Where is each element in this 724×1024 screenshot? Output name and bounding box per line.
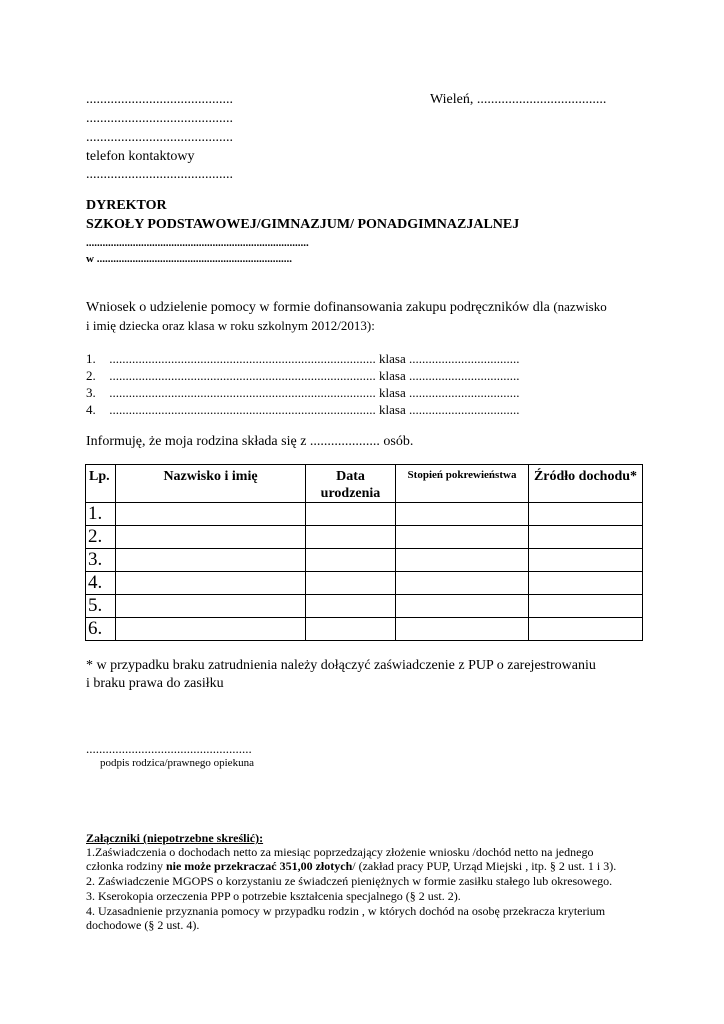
table-row	[86, 549, 643, 572]
row-number: 2.	[86, 526, 116, 549]
request-note-b: i imię dziecka oraz klasa w roku szkolnym 2012/2013):	[86, 318, 375, 333]
sender-line-1: ..........................................	[86, 92, 233, 107]
child-klasa: klasa ..................................	[379, 351, 520, 366]
attachment-income-limit: nie może przekraczać 351,00 złotych	[165, 859, 353, 873]
relation-cell[interactable]	[396, 526, 529, 549]
phone-label: telefon kontaktowy	[86, 149, 195, 164]
phone-line: ..........................................	[86, 167, 233, 182]
header-relation: Stopień pokrewieństwa	[396, 465, 529, 503]
table-row	[86, 572, 643, 595]
name-cell[interactable]	[116, 526, 306, 549]
name-cell[interactable]	[116, 503, 306, 526]
child-row-4	[86, 402, 519, 418]
attachment-item-1b-post: / (zakład pracy PUP, Urząd Miejski , itp. § 2 ust. 1 i 3).	[352, 859, 617, 873]
addressee-line-3: .................................................................................	[86, 237, 309, 249]
income-cell[interactable]	[529, 595, 643, 618]
header-birthdate: Data urodzenia	[306, 465, 396, 503]
child-klasa: klasa ..................................	[379, 402, 520, 417]
name-cell[interactable]	[116, 572, 306, 595]
row-number: 3.	[86, 549, 116, 572]
child-klasa: klasa ..................................	[379, 385, 520, 400]
child-num: 1.	[86, 351, 96, 366]
family-intro: Informuję, że moja rodzina składa się z .................... osób.	[86, 434, 414, 449]
birthdate-cell[interactable]	[306, 526, 396, 549]
attachment-item-2: 2. Zaświadczenie MGOPS o korzystaniu ze świadczeń pieniężnych w formie zasiłku stałego lub okresowego.	[86, 874, 613, 888]
place-date: Wieleń, .....................................	[430, 92, 607, 107]
attachment-item-1b-pre: członka rodziny	[86, 859, 166, 873]
row-number: 5.	[86, 595, 116, 618]
child-dots: ..................................................................................	[109, 368, 376, 383]
birthdate-cell[interactable]	[306, 503, 396, 526]
header-lp: Lp.	[86, 465, 116, 503]
table-row	[86, 618, 643, 641]
table-row	[86, 595, 643, 618]
footnote-line-2: i braku prawa do zasiłku	[86, 676, 224, 691]
income-cell[interactable]	[529, 503, 643, 526]
addressee-line-1: DYREKTOR	[86, 198, 167, 213]
attachment-item-1a: 1.Zaświadczenia o dochodach netto za miesiąc poprzedzający złożenie wniosku /dochód netto na jednego	[86, 845, 594, 859]
name-cell[interactable]	[116, 549, 306, 572]
table-row	[86, 503, 643, 526]
birthdate-cell[interactable]	[306, 572, 396, 595]
relation-cell[interactable]	[396, 503, 529, 526]
attachment-item-3: 3. Kserokopia orzeczenia PPP o potrzebie kształcenia specjalnego (§ 2 ust. 2).	[86, 889, 461, 903]
child-num: 4.	[86, 402, 96, 417]
child-row-2	[86, 368, 519, 384]
attachment-item-4b: dochodowe (§ 2 ust. 4).	[86, 918, 200, 932]
income-cell[interactable]	[529, 618, 643, 641]
sender-line-3: ..........................................	[86, 130, 233, 145]
child-row-1	[86, 351, 519, 367]
child-klasa: klasa ..................................	[379, 368, 520, 383]
child-row-3	[86, 385, 519, 401]
birthdate-cell[interactable]	[306, 595, 396, 618]
child-dots: ..................................................................................	[109, 385, 376, 400]
income-cell[interactable]	[529, 526, 643, 549]
sender-line-2: ..........................................	[86, 111, 233, 126]
request-text	[86, 299, 607, 317]
addressee-line-4: w .......................................................................	[86, 253, 292, 265]
relation-cell[interactable]	[396, 595, 529, 618]
name-cell[interactable]	[116, 595, 306, 618]
child-dots: ..................................................................................	[109, 351, 376, 366]
request-main: Wniosek o udzielenie pomocy w formie dofinansowania zakupu podręczników dla	[86, 300, 550, 315]
relation-cell[interactable]	[396, 549, 529, 572]
header-name: Nazwisko i imię	[116, 465, 306, 503]
child-num: 2.	[86, 368, 96, 383]
row-number: 6.	[86, 618, 116, 641]
name-cell[interactable]	[116, 618, 306, 641]
table-row	[86, 526, 643, 549]
addressee-line-2: SZKOŁY PODSTAWOWEJ/GIMNAZJUM/ PONADGIMNAZJALNEJ	[86, 217, 520, 232]
birthdate-cell[interactable]	[306, 618, 396, 641]
relation-cell[interactable]	[396, 618, 529, 641]
row-number: 1.	[86, 503, 116, 526]
family-table	[85, 464, 643, 641]
header-income-source: Źródło dochodu*	[529, 465, 643, 503]
row-number: 4.	[86, 572, 116, 595]
attachment-item-4a: 4. Uzasadnienie przyznania pomocy w przypadku rodzin , w których dochód na osobę przekracza kryterium	[86, 904, 606, 918]
child-dots: ..................................................................................	[109, 402, 376, 417]
attachment-item-1b	[86, 859, 616, 874]
table-header-row	[86, 465, 643, 503]
child-num: 3.	[86, 385, 96, 400]
income-cell[interactable]	[529, 572, 643, 595]
request-note-a: (nazwisko	[553, 299, 607, 314]
income-cell[interactable]	[529, 549, 643, 572]
footnote-line-1: * w przypadku braku zatrudnienia należy dołączyć zaświadczenie z PUP o zarejestrowaniu	[86, 658, 596, 673]
birthdate-cell[interactable]	[306, 549, 396, 572]
signature-line: ...................................................	[86, 741, 252, 756]
signature-caption: podpis rodzica/prawnego opiekuna	[100, 757, 254, 769]
attachments-title: Załączniki (niepotrzebne skreślić):	[86, 831, 264, 845]
relation-cell[interactable]	[396, 572, 529, 595]
